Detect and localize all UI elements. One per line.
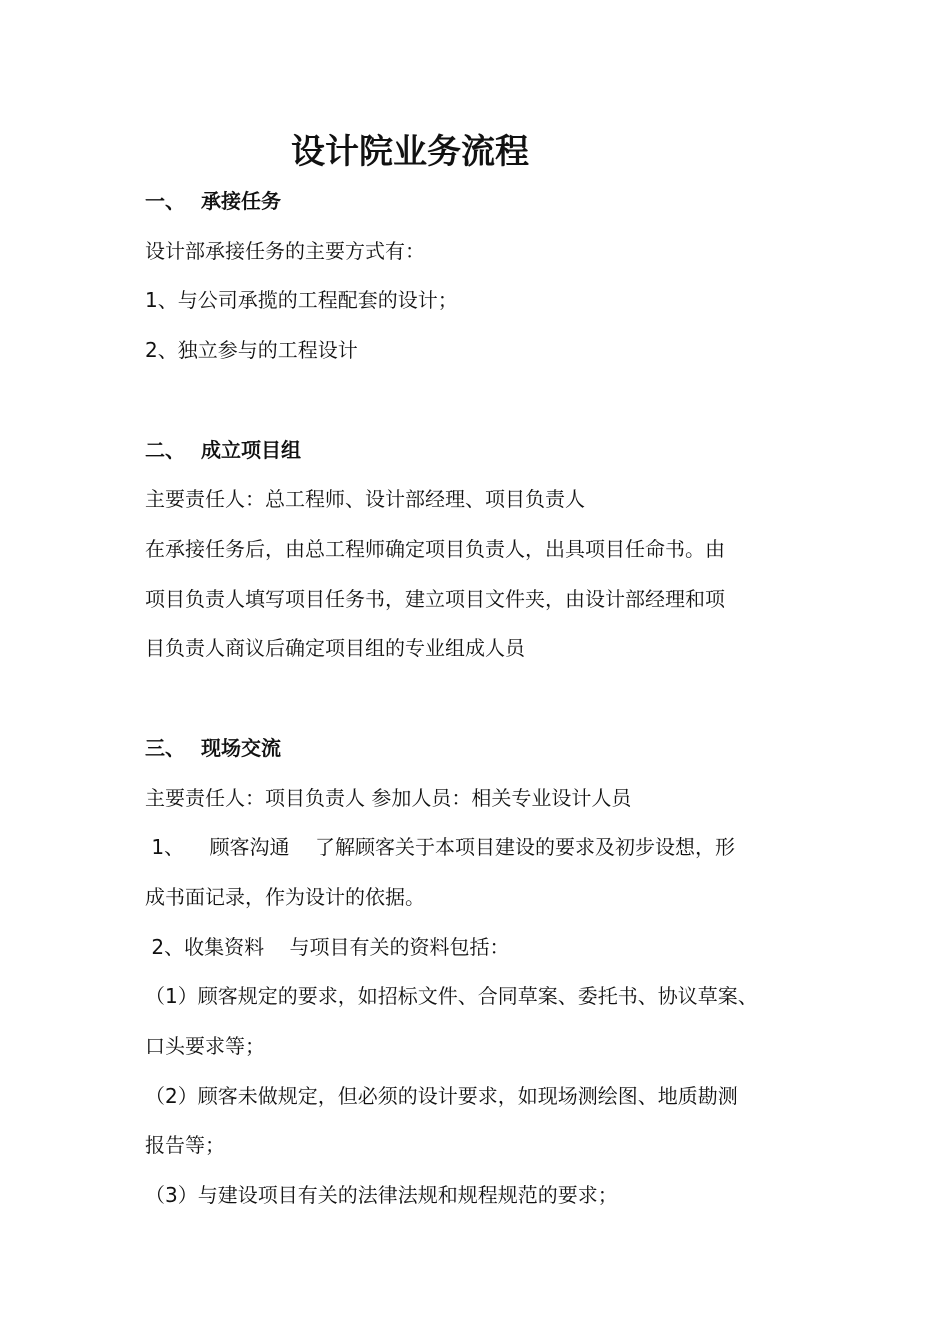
paragraph-line: 1、 顾客沟通 了解顾客关于本项目建设的要求及初步设想，形 [145,835,735,859]
paragraph-line: 主要责任人：总工程师、设计部经理、项目负责人 [145,487,585,511]
paragraph-line: （1）顾客规定的要求，如招标文件、合同草案、委托书、协议草案、 [145,984,758,1008]
paragraph-line: 报告等； [145,1133,225,1157]
section-title: 承接任务 [201,189,281,213]
paragraph-line: 1、与公司承揽的工程配套的设计； [145,288,458,312]
paragraph-line: 在承接任务后，由总工程师确定项目负责人，出具项目任命书。由 [145,537,725,561]
section-heading-3 [145,733,281,763]
section-title: 现场交流 [201,736,281,760]
section-number: 二、 [145,438,185,462]
paragraph-line: 2、收集资料 与项目有关的资料包括： [145,935,510,959]
document-title: 设计院业务流程 [291,132,529,172]
section-title: 成立项目组 [201,438,301,462]
paragraph-line: 目负责人商议后确定项目组的专业组成人员 [145,636,525,660]
section-number: 三、 [145,736,185,760]
paragraph-line: （2）顾客未做规定，但必须的设计要求，如现场测绘图、地质勘测 [145,1084,738,1108]
paragraph-line: 2、独立参与的工程设计 [145,338,358,362]
paragraph-line: （3）与建设项目有关的法律法规和规程规范的要求； [145,1183,618,1207]
paragraph-line: 项目负责人填写项目任务书，建立项目文件夹，由设计部经理和项 [145,587,725,611]
paragraph-line: 口头要求等； [145,1034,265,1058]
paragraph-line: 主要责任人：项目负责人 参加人员：相关专业设计人员 [145,786,632,810]
section-heading-1 [145,186,281,216]
section-heading-2 [145,435,301,465]
paragraph-line: 成书面记录，作为设计的依据。 [145,885,425,909]
paragraph-line: 设计部承接任务的主要方式有： [145,239,425,263]
section-number: 一、 [145,189,185,213]
